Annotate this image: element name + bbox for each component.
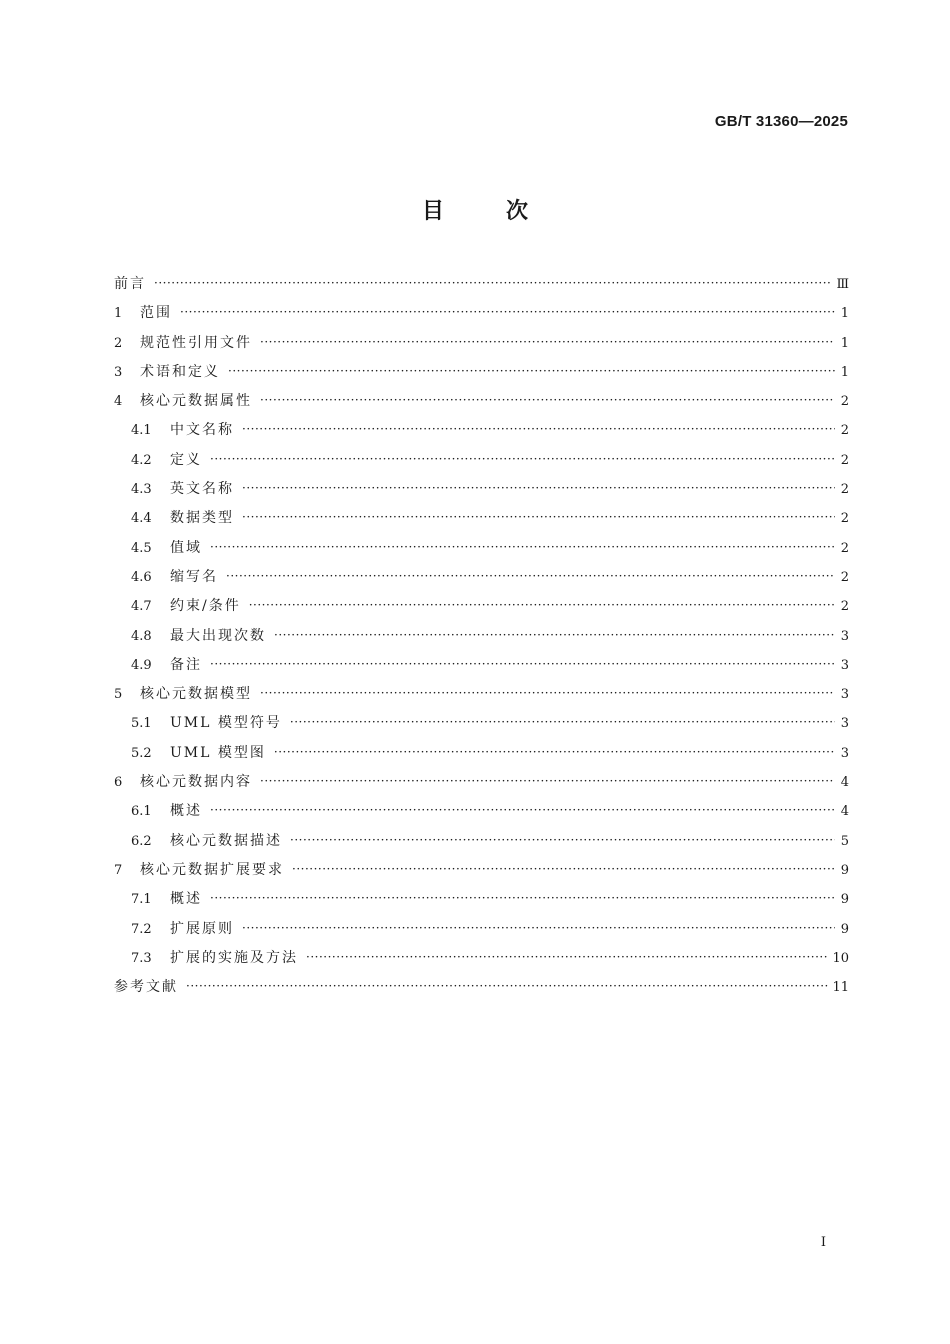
toc-entry-page: 10 [832,950,849,966]
toc-entry-page: 9 [840,892,849,908]
toc-entry[interactable] [114,592,849,621]
toc-leader-dots [274,738,835,767]
toc-entry[interactable] [114,270,849,299]
toc-entry[interactable] [114,856,849,885]
toc-entry-page: 1 [840,306,849,322]
toc-entry[interactable] [114,944,849,973]
toc-leader-dots [154,269,832,298]
toc-entry-page: 2 [840,511,849,527]
toc-entry-page: 11 [832,980,849,996]
toc-entry[interactable] [114,358,849,387]
toc-leader-dots [210,650,835,679]
toc-leader-dots [290,826,835,855]
toc-entry-number: 4.2 [131,452,152,468]
toc-entry-page: 3 [840,628,849,644]
toc-entry-page: Ⅲ [836,277,849,292]
toc-entry-title: 值域 [170,539,202,556]
toc-entry-page: 2 [840,394,849,410]
toc-entry[interactable] [114,563,849,592]
toc-entry-number: 7 [114,862,123,878]
toc-entry-title: 缩写名 [170,568,218,585]
title-char-1: 目 [421,199,444,224]
toc-entry[interactable] [114,739,849,768]
toc-entry[interactable] [114,329,849,358]
toc-entry-page: 5 [840,833,849,849]
toc-entry-title: 核心元数据扩展要求 [140,861,284,878]
toc-entry[interactable] [114,768,849,797]
toc-entry-number: 4.6 [131,569,152,585]
toc-entry-page: 1 [840,335,849,351]
toc-leader-dots [249,591,835,620]
toc-entry[interactable] [114,651,849,680]
toc-entry[interactable] [114,709,849,738]
toc-entry-title: 概述 [170,803,202,820]
toc-leader-dots [242,503,835,532]
toc-leader-dots [228,357,835,386]
toc-entry-number: 4.3 [131,482,152,498]
toc-entry-number: 4.9 [131,657,152,673]
toc-entry-page: 2 [840,599,849,615]
toc-entry-title: 核心元数据模型 [140,686,252,703]
toc-leader-dots [226,562,835,591]
toc-entry-title: 中文名称 [170,422,234,439]
toc-entry-title: 最大出现次数 [170,627,266,644]
toc-leader-dots [260,386,835,415]
toc-entry-page: 1 [840,364,849,380]
toc-entry-title: 术语和定义 [140,363,220,380]
title-char-2: 次 [506,199,529,224]
toc-entry-page: 2 [840,423,849,439]
toc-entry-number: 1 [114,306,123,322]
toc-entry-number: 2 [114,335,123,351]
toc-entry[interactable] [114,827,849,856]
toc-entry-page: 9 [840,862,849,878]
toc-leader-dots [260,767,835,796]
toc-leader-dots [260,328,835,357]
footer-page-number: I [820,1235,826,1250]
toc-entry-number: 5.1 [131,716,152,732]
toc-entry-number: 4.8 [131,628,152,644]
table-of-contents [114,270,849,1002]
toc-entry[interactable] [114,416,849,445]
toc-entry-title: 范围 [140,305,172,322]
toc-leader-dots [210,884,835,913]
toc-entry-page: 4 [840,775,849,791]
toc-entry-number: 4.5 [131,540,152,556]
toc-entry-page: 3 [840,657,849,673]
toc-leader-dots [186,972,828,1001]
toc-entry-number: 6.2 [131,833,152,849]
toc-leader-dots [274,621,835,650]
toc-leader-dots [210,796,835,825]
toc-entry-title: 约束/条件 [170,598,241,615]
toc-entry[interactable] [114,504,849,533]
toc-entry[interactable] [114,475,849,504]
toc-entry[interactable] [114,446,849,475]
toc-entry-title: 备注 [170,656,202,673]
toc-entry-number: 6 [114,775,123,791]
toc-entry-title: 规范性引用文件 [140,334,252,351]
toc-entry-title: 英文名称 [170,481,234,498]
toc-entry[interactable] [114,885,849,914]
toc-entry-title: 核心元数据属性 [140,393,252,410]
toc-entry-page: 2 [840,482,849,498]
toc-leader-dots [180,298,835,327]
toc-leader-dots [210,445,835,474]
page-title [0,194,950,225]
toc-entry-page: 4 [840,804,849,820]
toc-entry-number: 4.1 [131,423,152,439]
toc-entry[interactable] [114,299,849,328]
toc-leader-dots [290,708,835,737]
toc-entry[interactable] [114,534,849,563]
toc-entry-title: 核心元数据内容 [140,774,252,791]
toc-leader-dots [292,855,835,884]
toc-entry-title: UML 模型图 [170,744,266,761]
toc-entry-number: 4.4 [131,511,152,527]
toc-entry[interactable] [114,797,849,826]
toc-entry[interactable] [114,680,849,709]
toc-entry-title: 扩展的实施及方法 [170,949,298,966]
toc-leader-dots [306,943,828,972]
toc-entry-title: 前言 [114,276,146,292]
toc-leader-dots [260,679,835,708]
toc-entry-page: 3 [840,716,849,732]
toc-leader-dots [242,415,835,444]
toc-leader-dots [210,533,835,562]
toc-entry-title: 扩展原则 [170,920,234,937]
toc-entry-page: 3 [840,687,849,703]
toc-entry-page: 9 [840,921,849,937]
toc-entry[interactable] [114,973,849,1002]
toc-entry-number: 4.7 [131,599,152,615]
document-code: GB/T 31360—2025 [714,113,848,130]
toc-entry-page: 2 [840,569,849,585]
toc-entry-title: UML 模型符号 [170,715,282,732]
toc-leader-dots [242,474,835,503]
toc-entry-page: 2 [840,452,849,468]
toc-entry-number: 4 [114,394,123,410]
toc-entry-number: 6.1 [131,804,152,820]
toc-entry-title: 数据类型 [170,510,234,527]
toc-entry-title: 参考文献 [114,979,178,996]
toc-entry-title: 核心元数据描述 [170,832,282,849]
toc-entry-page: 3 [840,745,849,761]
toc-entry-number: 7.3 [131,950,152,966]
toc-entry[interactable] [114,915,849,944]
toc-entry[interactable] [114,622,849,651]
toc-entry-number: 7.1 [131,892,152,908]
toc-entry-number: 7.2 [131,921,152,937]
toc-entry-title: 定义 [170,451,202,468]
toc-entry-number: 5 [114,687,123,703]
toc-entry-number: 3 [114,364,123,380]
toc-entry-title: 概述 [170,891,202,908]
toc-leader-dots [242,914,835,943]
toc-entry-number: 5.2 [131,745,152,761]
toc-entry[interactable] [114,387,849,416]
toc-entry-page: 2 [840,540,849,556]
